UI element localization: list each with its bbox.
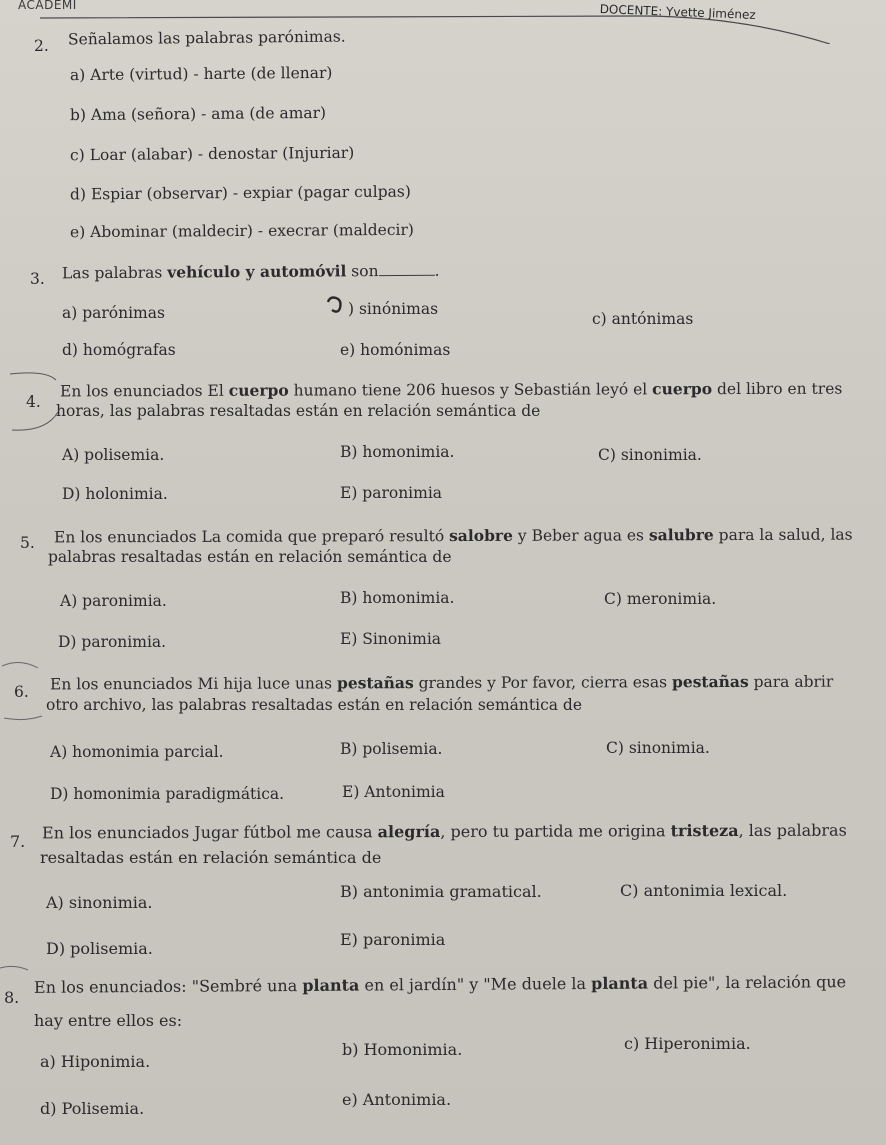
q5-option-d[interactable]: D) paronimia. [58,633,167,651]
q5-line1-pre: En los enunciados La comida que preparó resultó [53,527,450,547]
q6-bold-word-1: pestañas [336,673,414,693]
q2-item-b: b) Ama (señora) - ama (de amar) [69,103,327,125]
q7-bold-word-1: alegría [377,822,441,842]
q4-number: 4. [26,393,41,411]
q8-line1-mid: en el jardín" y "Me duele la [359,973,592,995]
q4-option-e[interactable]: E) paronimia [340,484,443,502]
q4-bold-word-2: cuerpo [652,379,713,399]
q4-option-a[interactable]: A) polisemia. [62,446,165,464]
q7-line1-mid: , pero tu partida me origina [440,821,671,842]
q4-bold-word-1: cuerpo [228,380,289,400]
q6-option-d[interactable]: D) homonimia paradigmática. [50,785,285,803]
q8-option-e[interactable]: e) Antonimia. [342,1090,452,1109]
q4-line1-post: del libro en tres [712,379,843,399]
q6-number: 6. [14,683,29,701]
teacher-name: DOCENTE: Yvette Jiménez [599,2,756,22]
q7-line2: resaltadas están en relación semántica de [40,848,382,867]
q6-option-a[interactable]: A) homonimia parcial. [50,743,224,761]
q5-line1-mid: y Beber agua es [512,526,649,545]
q2-item-a: a) Arte (virtud) - harte (de llenar) [69,63,333,85]
q7-option-c[interactable]: C) antonimia lexical. [620,881,788,900]
q5-bold-word-1: salobre [449,525,513,546]
q3-option-e[interactable]: e) homónimas [340,341,451,359]
q3-option-b[interactable]: ) sinónimas [348,300,439,318]
q5-option-a[interactable]: A) paronimia. [60,592,167,610]
q7-option-a[interactable]: A) sinonimia. [46,893,153,912]
q8-option-b[interactable]: b) Homonimia. [342,1040,463,1059]
q5-line1 [54,525,853,547]
q6-line2: otro archivo, las palabras resaltadas están en relación semántica de [46,696,583,714]
q3-stem [62,261,440,283]
q6-line1-mid: grandes y Por favor, cierra esas [413,673,673,693]
q3-option-d[interactable]: d) homógrafas [62,341,176,359]
q7-line1-post: , las palabras [738,820,847,840]
q6-line1-pre: En los enunciados Mi hija luce unas [49,674,338,694]
q6-bold-word-2: pestañas [671,671,749,692]
q8-line1-post: del pie", la relación que [648,972,847,993]
q5-option-b[interactable]: B) homonimia. [340,589,455,607]
q4-option-c[interactable]: C) sinonimia. [598,446,702,464]
q3-option-a[interactable]: a) parónimas [62,304,165,322]
q4-option-b[interactable]: B) homonimia. [340,443,455,461]
q5-number: 5. [20,534,35,552]
q6-option-c[interactable]: C) sinonimia. [606,739,710,757]
q7-number: 7. [10,832,26,851]
q7-line1 [42,821,847,843]
q5-option-c[interactable]: C) meronimia. [604,590,717,608]
q2-stem: Señalamos las palabras parónimas. [67,27,346,49]
q8-line1-pre: En los enunciados: "Sembré una [33,975,303,997]
q3-number: 3. [30,270,45,288]
q6-line1-post: para abrir [748,672,834,691]
q7-bold-word-2: tristeza [670,820,739,841]
q7-option-e[interactable]: E) paronimia [340,930,446,949]
q2-item-c: c) Loar (alabar) - denostar (Injuriar) [69,143,355,165]
q8-bold-word-1: planta [302,975,360,995]
q5-line2: palabras resaltadas están en relación semántica de [48,548,452,566]
q8-option-d[interactable]: d) Polisemia. [40,1099,145,1118]
q8-option-a[interactable]: a) Hiponimia. [40,1052,151,1071]
q6-option-e[interactable]: E) Antonimia [342,783,445,801]
q3-selected-mark-icon [326,294,350,318]
q7-option-d[interactable]: D) polisemia. [46,939,153,958]
q6-option-b[interactable]: B) polisemia. [340,740,443,758]
q3-stem-pre: Las palabras [61,263,168,283]
q8-number: 8. [4,988,20,1007]
q4-option-d[interactable]: D) holonimia. [62,485,168,503]
q2-number: 2. [34,37,49,55]
q5-line1-post: para la salud, las [713,525,853,545]
q8-option-c[interactable]: c) Hiperonimia. [624,1034,751,1053]
q8-line1 [34,972,846,997]
q3-stem-bold: vehículo y automóvil [167,261,347,282]
q4-line1 [60,379,842,401]
q4-line2: horas, las palabras resaltadas están en relación semántica de [56,402,541,420]
q8-line2: hay entre ellos es: [34,1011,183,1030]
q5-bold-word-2: salubre [648,525,714,545]
q6-line1 [50,672,833,694]
q5-option-e[interactable]: E) Sinonimia [340,630,442,648]
q2-item-d: d) Espiar (observar) - expiar (pagar culpas) [69,182,411,204]
q3-stem-end: . [434,261,440,280]
q3-answer-blank[interactable] [378,263,434,276]
q7-option-b[interactable]: B) antonimia gramatical. [340,882,542,901]
q3-stem-post: son [346,262,379,281]
q4-line1-mid: humano tiene 206 huesos y Sebastián leyó el [288,380,653,400]
q4-line1-pre: En los enunciados El [59,381,229,401]
q7-line1-pre: En los enunciados Jugar fútbol me causa [41,822,378,843]
q3-option-c[interactable]: c) antónimas [592,310,694,328]
q8-bold-word-2: planta [591,973,649,993]
header-left-text: ACADEMI [18,0,77,12]
q2-item-e: e) Abominar (maldecir) - execrar (maldecir) [69,220,414,242]
